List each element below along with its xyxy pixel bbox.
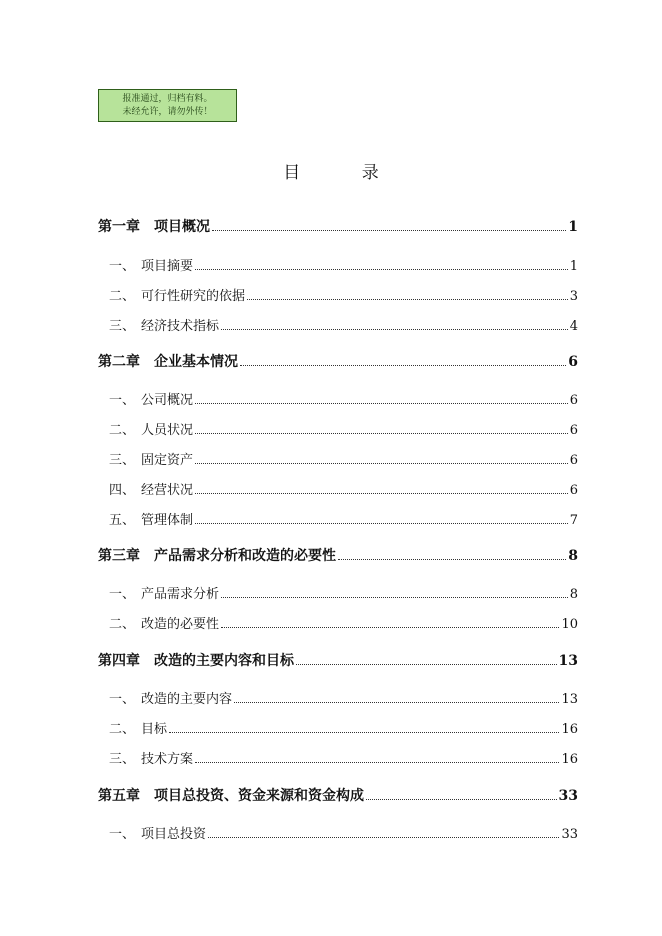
dot-leader — [234, 702, 559, 703]
toc-page-number: 6 — [569, 453, 578, 468]
toc-section-title: 管理体制 — [141, 513, 194, 528]
dot-leader — [195, 463, 568, 464]
toc-page-number: 6 — [569, 423, 578, 438]
toc-page-number: 13 — [558, 653, 578, 669]
toc-section-title: 改造的必要性 — [141, 617, 220, 632]
toc-section-number: 一、 — [109, 259, 136, 274]
toc-page-number: 16 — [561, 752, 578, 767]
dot-leader — [338, 559, 566, 560]
toc-section-title: 经济技术指标 — [141, 319, 220, 334]
toc-page-number: 3 — [569, 289, 578, 304]
toc-page-number: 33 — [558, 788, 578, 804]
toc-section-number: 二、 — [109, 289, 136, 304]
dot-leader — [208, 837, 559, 838]
dot-leader — [212, 230, 566, 231]
toc-chapter-4[interactable] — [98, 650, 578, 670]
toc-section-4-3[interactable] — [109, 748, 578, 767]
dot-leader — [221, 329, 568, 330]
toc-section-2-2[interactable] — [109, 419, 578, 438]
toc-section-title: 产品需求分析 — [141, 587, 220, 602]
toc-section-2-4[interactable] — [109, 479, 578, 498]
approval-stamp — [98, 89, 237, 122]
dot-leader — [195, 269, 568, 270]
toc-page-number: 6 — [569, 483, 578, 498]
toc-section-4-1[interactable] — [109, 688, 578, 707]
toc-section-number: 三、 — [109, 319, 136, 334]
toc-section-1-1[interactable] — [109, 255, 578, 274]
stamp-line-1: 报准通过，归档有料。 — [122, 94, 213, 104]
toc-chapter-number: 第四章 — [98, 653, 140, 669]
toc-section-1-3[interactable] — [109, 315, 578, 334]
toc-chapter-5[interactable] — [98, 785, 578, 805]
toc-chapter-title: 产品需求分析和改造的必要性 — [154, 548, 336, 564]
toc-section-2-1[interactable] — [109, 389, 578, 408]
toc-section-3-1[interactable] — [109, 583, 578, 602]
toc-page-number: 10 — [561, 617, 578, 632]
toc-chapter-2[interactable] — [98, 351, 578, 371]
toc-section-title: 项目摘要 — [141, 259, 194, 274]
dot-leader — [169, 732, 559, 733]
toc-chapter-title: 企业基本情况 — [154, 354, 238, 370]
dot-leader — [195, 523, 568, 524]
toc-chapter-title: 项目概况 — [154, 219, 210, 235]
dot-leader — [221, 627, 559, 628]
stamp-line-2: 未经允许，请勿外传！ — [122, 107, 213, 117]
dot-leader — [195, 493, 568, 494]
toc-section-title: 人员状况 — [141, 423, 194, 438]
dot-leader — [195, 403, 568, 404]
toc-page-number: 16 — [561, 722, 578, 737]
dot-leader — [240, 365, 566, 366]
toc-page-number: 4 — [569, 319, 578, 334]
dot-leader — [221, 597, 568, 598]
toc-section-title: 目标 — [141, 722, 168, 737]
toc-chapter-title: 项目总投资、资金来源和资金构成 — [154, 788, 364, 804]
toc-page-number: 6 — [568, 354, 578, 370]
toc-page-number: 8 — [569, 587, 578, 602]
toc-section-title: 公司概况 — [141, 393, 194, 408]
toc-section-title: 可行性研究的依据 — [141, 289, 246, 304]
toc-title: 目 录 — [283, 163, 407, 183]
toc-section-number: 四、 — [109, 483, 136, 498]
toc-section-2-5[interactable] — [109, 509, 578, 528]
toc-chapter-1[interactable] — [98, 216, 578, 236]
dot-leader — [247, 299, 568, 300]
toc-chapter-number: 第二章 — [98, 354, 140, 370]
toc-page-number: 1 — [569, 259, 578, 274]
toc-section-title: 改造的主要内容 — [141, 692, 233, 707]
toc-section-number: 二、 — [109, 617, 136, 632]
toc-section-title: 技术方案 — [141, 752, 194, 767]
toc-page-number: 13 — [561, 692, 578, 707]
toc-page-number: 1 — [568, 219, 578, 235]
toc-section-number: 一、 — [109, 692, 136, 707]
toc-chapter-title: 改造的主要内容和目标 — [154, 653, 294, 669]
dot-leader — [296, 664, 557, 665]
toc-section-number: 二、 — [109, 423, 136, 438]
toc-section-number: 一、 — [109, 393, 136, 408]
toc-section-2-3[interactable] — [109, 449, 578, 468]
dot-leader — [195, 762, 559, 763]
dot-leader — [366, 799, 557, 800]
toc-page-number: 33 — [561, 827, 578, 842]
toc-page-number: 8 — [568, 548, 578, 564]
toc-page-number: 6 — [569, 393, 578, 408]
toc-section-3-2[interactable] — [109, 613, 578, 632]
toc-section-number: 一、 — [109, 587, 136, 602]
toc-section-5-1[interactable] — [109, 823, 578, 842]
toc-chapter-number: 第一章 — [98, 219, 140, 235]
toc-chapter-number: 第三章 — [98, 548, 140, 564]
toc-section-number: 二、 — [109, 722, 136, 737]
toc-section-title: 项目总投资 — [141, 827, 207, 842]
toc-section-1-2[interactable] — [109, 285, 578, 304]
toc-section-title: 经营状况 — [141, 483, 194, 498]
toc-chapter-number: 第五章 — [98, 788, 140, 804]
toc-section-number: 三、 — [109, 752, 136, 767]
dot-leader — [195, 433, 568, 434]
toc-section-number: 一、 — [109, 827, 136, 842]
toc-page-number: 7 — [569, 513, 578, 528]
toc-section-title: 固定资产 — [141, 453, 194, 468]
toc-section-number: 三、 — [109, 453, 136, 468]
toc-chapter-3[interactable] — [98, 545, 578, 565]
toc-section-4-2[interactable] — [109, 718, 578, 737]
toc-section-number: 五、 — [109, 513, 136, 528]
